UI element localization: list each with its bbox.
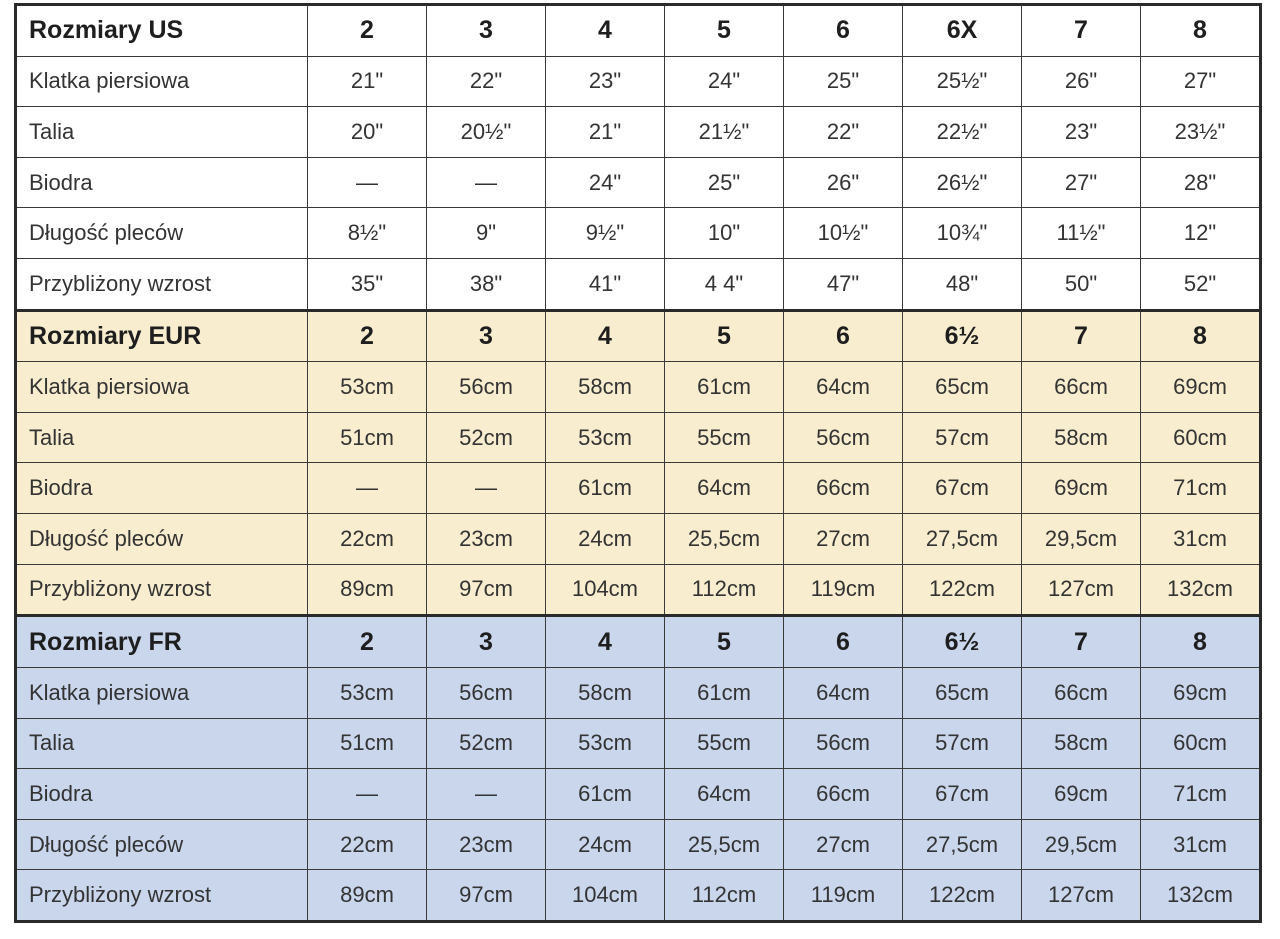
value-cell: 97cm [427,870,546,922]
value-cell: 25" [784,56,903,107]
value-cell: 31cm [1141,819,1261,870]
value-cell: 53cm [546,718,665,769]
value-cell: 22" [427,56,546,107]
section-title: Rozmiary EUR [16,310,308,362]
row-label: Talia [16,107,308,158]
value-cell: 24cm [546,819,665,870]
section-header-row [16,310,1261,362]
value-cell: 57cm [903,718,1022,769]
table-row [16,564,1261,616]
section-header-row [16,616,1261,668]
row-label: Klatka piersiowa [16,362,308,413]
value-cell: 53cm [308,667,427,718]
value-cell: 21" [308,56,427,107]
value-cell: 55cm [665,718,784,769]
value-cell: 8½" [308,208,427,259]
value-cell: 56cm [427,667,546,718]
value-cell: — [427,463,546,514]
size-cell: 3 [427,616,546,668]
value-cell: 61cm [546,769,665,820]
row-label: Przybliżony wzrost [16,564,308,616]
size-cell: 2 [308,5,427,57]
value-cell: 69cm [1141,667,1261,718]
value-cell: 65cm [903,667,1022,718]
value-cell: 28" [1141,157,1261,208]
value-cell: — [308,769,427,820]
value-cell: 112cm [665,870,784,922]
value-cell: 27cm [784,819,903,870]
value-cell: 11½" [1022,208,1141,259]
row-label: Przybliżony wzrost [16,258,308,310]
size-cell: 6 [784,616,903,668]
value-cell: 53cm [308,362,427,413]
value-cell: 119cm [784,564,903,616]
value-cell: 56cm [427,362,546,413]
value-cell: 22½" [903,107,1022,158]
value-cell: 23cm [427,819,546,870]
value-cell: 24" [546,157,665,208]
value-cell: 53cm [546,412,665,463]
size-cell: 7 [1022,5,1141,57]
row-label: Biodra [16,769,308,820]
value-cell: 61cm [546,463,665,514]
value-cell: 69cm [1022,463,1141,514]
size-cell: 6½ [903,616,1022,668]
value-cell: 51cm [308,718,427,769]
value-cell: 20" [308,107,427,158]
value-cell: 22cm [308,819,427,870]
row-label: Przybliżony wzrost [16,870,308,922]
size-cell: 5 [665,5,784,57]
table-row [16,667,1261,718]
value-cell: — [427,769,546,820]
value-cell: 122cm [903,564,1022,616]
value-cell: 26" [1022,56,1141,107]
size-cell: 6X [903,5,1022,57]
table-row [16,258,1261,310]
size-cell: 8 [1141,616,1261,668]
value-cell: 122cm [903,870,1022,922]
value-cell: 47" [784,258,903,310]
table-row [16,463,1261,514]
value-cell: 61cm [665,362,784,413]
size-cell: 7 [1022,616,1141,668]
value-cell: 27,5cm [903,514,1022,565]
value-cell: 4 4" [665,258,784,310]
value-cell: 35" [308,258,427,310]
value-cell: 104cm [546,870,665,922]
value-cell: 25½" [903,56,1022,107]
row-label: Długość pleców [16,819,308,870]
value-cell: 64cm [784,667,903,718]
table-row [16,208,1261,259]
table-row [16,157,1261,208]
row-label: Talia [16,412,308,463]
value-cell: 27" [1141,56,1261,107]
value-cell: 29,5cm [1022,514,1141,565]
value-cell: 27,5cm [903,819,1022,870]
table-row [16,412,1261,463]
value-cell: 127cm [1022,870,1141,922]
value-cell: 64cm [784,362,903,413]
row-label: Klatka piersiowa [16,56,308,107]
value-cell: 52" [1141,258,1261,310]
value-cell: 104cm [546,564,665,616]
value-cell: 64cm [665,769,784,820]
value-cell: 58cm [546,667,665,718]
value-cell: 27cm [784,514,903,565]
value-cell: 97cm [427,564,546,616]
value-cell: 52cm [427,718,546,769]
section-eur [16,310,1261,616]
value-cell: 67cm [903,463,1022,514]
value-cell: 10¾" [903,208,1022,259]
value-cell: 27" [1022,157,1141,208]
value-cell: 20½" [427,107,546,158]
value-cell: 57cm [903,412,1022,463]
size-cell: 8 [1141,5,1261,57]
value-cell: — [308,463,427,514]
value-cell: 22cm [308,514,427,565]
value-cell: 50" [1022,258,1141,310]
size-cell: 5 [665,616,784,668]
value-cell: 65cm [903,362,1022,413]
value-cell: 26½" [903,157,1022,208]
size-cell: 5 [665,310,784,362]
value-cell: 127cm [1022,564,1141,616]
value-cell: 29,5cm [1022,819,1141,870]
section-title: Rozmiary US [16,5,308,57]
value-cell: 55cm [665,412,784,463]
size-cell: 8 [1141,310,1261,362]
size-cell: 6 [784,5,903,57]
value-cell: 51cm [308,412,427,463]
value-cell: 56cm [784,718,903,769]
value-cell: 23cm [427,514,546,565]
value-cell: 31cm [1141,514,1261,565]
size-cell: 3 [427,5,546,57]
table-row [16,718,1261,769]
size-cell: 4 [546,616,665,668]
size-cell: 2 [308,616,427,668]
value-cell: 60cm [1141,412,1261,463]
size-chart-table [14,3,1262,923]
value-cell: 60cm [1141,718,1261,769]
value-cell: 21½" [665,107,784,158]
size-cell: 7 [1022,310,1141,362]
value-cell: 58cm [1022,718,1141,769]
value-cell: 52cm [427,412,546,463]
size-cell: 3 [427,310,546,362]
value-cell: 69cm [1022,769,1141,820]
value-cell: 24" [665,56,784,107]
value-cell: 10½" [784,208,903,259]
size-cell: 6 [784,310,903,362]
value-cell: — [427,157,546,208]
table-row [16,819,1261,870]
table-row [16,870,1261,922]
value-cell: 58cm [546,362,665,413]
value-cell: 48" [903,258,1022,310]
value-cell: 119cm [784,870,903,922]
size-cell: 4 [546,5,665,57]
value-cell: 22" [784,107,903,158]
value-cell: 12" [1141,208,1261,259]
value-cell: 66cm [1022,667,1141,718]
table-row [16,514,1261,565]
value-cell: 66cm [784,769,903,820]
value-cell: 26" [784,157,903,208]
value-cell: 66cm [1022,362,1141,413]
row-label: Biodra [16,157,308,208]
size-cell: 2 [308,310,427,362]
value-cell: 38" [427,258,546,310]
row-label: Długość pleców [16,208,308,259]
value-cell: 89cm [308,870,427,922]
value-cell: 58cm [1022,412,1141,463]
row-label: Biodra [16,463,308,514]
value-cell: 112cm [665,564,784,616]
value-cell: 64cm [665,463,784,514]
value-cell: — [308,157,427,208]
value-cell: 61cm [665,667,784,718]
table-row [16,769,1261,820]
value-cell: 132cm [1141,870,1261,922]
size-cell: 4 [546,310,665,362]
value-cell: 71cm [1141,769,1261,820]
size-cell: 6½ [903,310,1022,362]
value-cell: 67cm [903,769,1022,820]
value-cell: 89cm [308,564,427,616]
table-row [16,56,1261,107]
value-cell: 9½" [546,208,665,259]
row-label: Długość pleców [16,514,308,565]
value-cell: 25,5cm [665,819,784,870]
table-row [16,107,1261,158]
value-cell: 24cm [546,514,665,565]
value-cell: 9" [427,208,546,259]
section-fr [16,616,1261,922]
value-cell: 132cm [1141,564,1261,616]
section-header-row [16,5,1261,57]
value-cell: 23" [1022,107,1141,158]
value-cell: 41" [546,258,665,310]
value-cell: 56cm [784,412,903,463]
section-title: Rozmiary FR [16,616,308,668]
row-label: Klatka piersiowa [16,667,308,718]
value-cell: 71cm [1141,463,1261,514]
value-cell: 25,5cm [665,514,784,565]
value-cell: 23½" [1141,107,1261,158]
value-cell: 25" [665,157,784,208]
table-row [16,362,1261,413]
row-label: Talia [16,718,308,769]
value-cell: 69cm [1141,362,1261,413]
section-us [16,5,1261,311]
value-cell: 23" [546,56,665,107]
value-cell: 10" [665,208,784,259]
value-cell: 66cm [784,463,903,514]
value-cell: 21" [546,107,665,158]
